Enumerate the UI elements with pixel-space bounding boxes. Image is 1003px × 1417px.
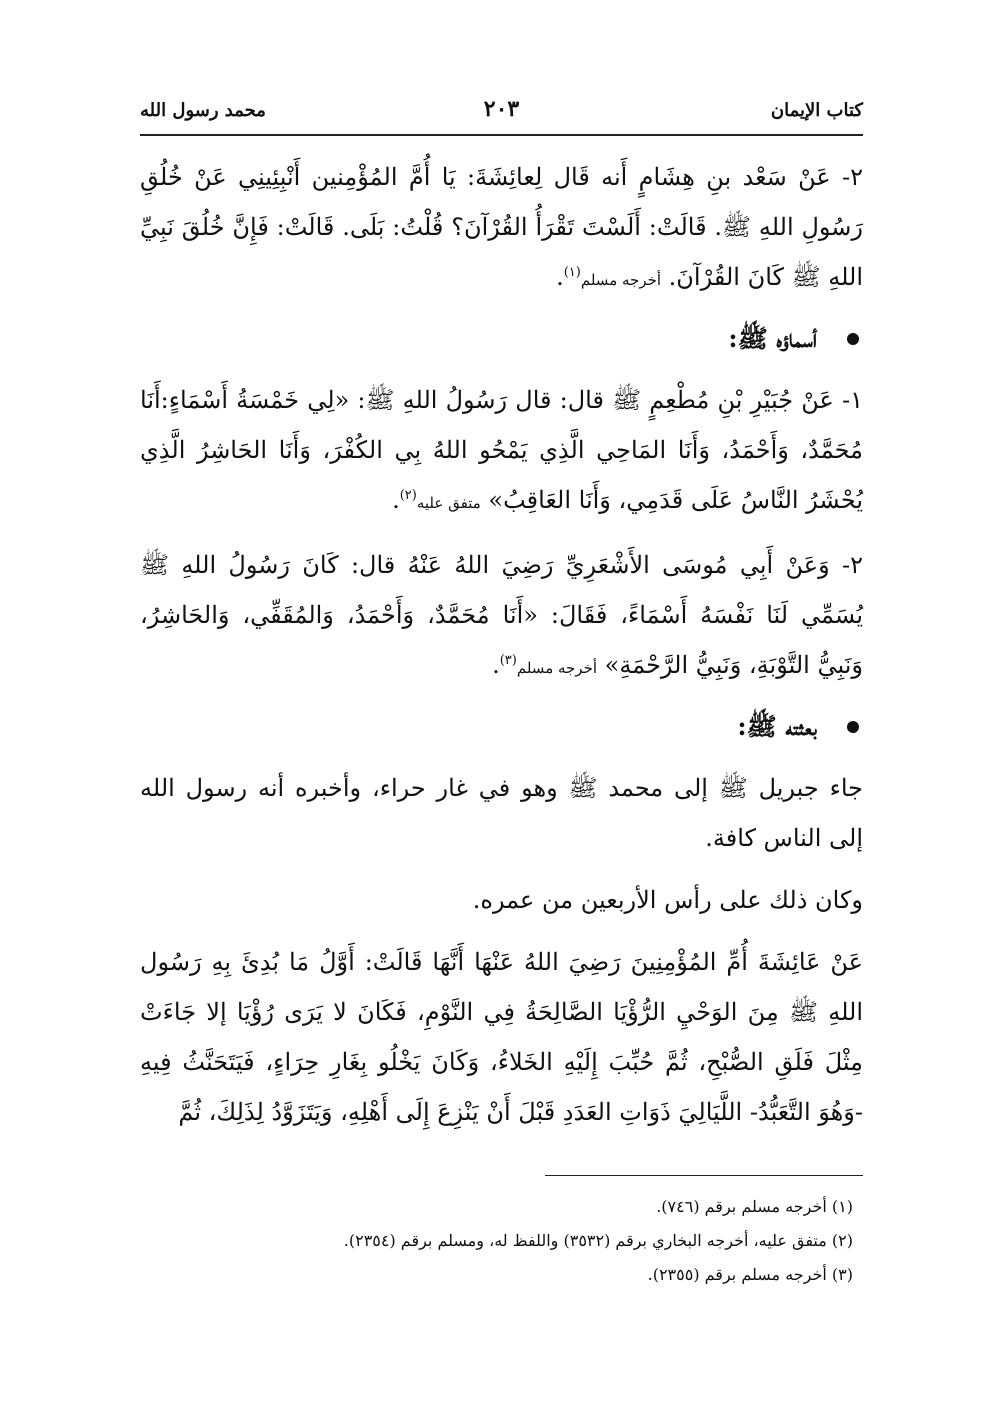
hadith-jubair: ١- عَنْ جُبَيْرِ بْنِ مُطْعِمٍ ﷺ قال: قال رَسُولُ اللهِ ﷺ: «لِي خَمْسَةُ أَسْمَاءٍ:أَنَا مُحَمَّدٌ، وَأَحْمَدُ، وَأَنَا المَاحِي الَّذِي يَمْحُو اللهُ بِي الكُفْرَ، وَأَنَا الحَاشِرُ الَّذِي يُحْشَرُ النَّاسُ عَلَى قَدَمِي، وَأَنَا العَاقِبُ» متفق عليه$^{(٢)}$. — [140, 386, 863, 514]
header-divider — [140, 134, 863, 136]
section-heading-mission — [140, 705, 863, 749]
footnote-ref: (٢) — [399, 488, 417, 503]
paragraph-age-forty: وكان ذلك على رأس الأربعين من عمره. — [472, 886, 863, 914]
paragraph-jibril: جاء جبريل ﷺ إلى محمد ﷺ وهو في غار حراء، وأخبره أنه رسول الله إلى الناس كافة. — [140, 774, 863, 852]
heading-text: أسماؤه ﷺ: — [728, 324, 817, 353]
footnote-3: (٣) أخرجه مسلم برقم (٢٣٥٥). — [647, 1265, 853, 1284]
hadith-text: ١- عَنْ جُبَيْرِ بْنِ مُطْعِمٍ ﷺ قال: قال رَسُولُ اللهِ ﷺ: «لِي خَمْسَةُ أَسْمَاءٍ:أَنَا مُحَمَّدٌ، وَأَحْمَدُ، وَأَنَا المَاحِي الَّذِي يَمْحُو اللهُ بِي الكُفْرَ، وَأَنَا الحَاشِرُ الَّذِي يُحْشَرُ النَّاسُ عَلَى قَدَمِي، وَأَنَا العَاقِبُ» — [140, 386, 863, 514]
hadith-text: ٢- وَعَنْ أَبِي مُوسَى الأَشْعَرِيِّ رَضِيَ اللهُ عَنْهُ قال: كَانَ رَسُولُ اللهِ ﷺ يُسَمِّي لَنَا نَفْسَهُ أَسْمَاءً، فَقَالَ: «أَنَا مُحَمَّدٌ، وَأَحْمَدُ، وَالمُقَفِّي، وَالحَاشِرُ، وَنَبِيُّ التَّوْبَةِ، وَنَبِيُّ الرَّحْمَةِ» — [140, 551, 863, 679]
footnote-divider — [545, 1175, 863, 1176]
bullet-icon — [847, 721, 859, 733]
hadith-aisha-character: ٢- عَنْ سَعْد بنِ هِشَامٍ أَنه قَال لِعائِشَةَ: يَا أُمَّ المُؤْمِنين أَنْبِئِينِي عَنْ خُلُقِ رَسُولِ اللهِ ﷺ. قَالَتْ: أَلَسْتَ تَقْرَأُ القُرْآنَ؟ قُلْتُ: بَلَى. قَالَتْ: فَإِنَّ خُلُقَ نَبِيِّ اللهِ ﷺ كَانَ القُرْآنَ. أخرجه مسلم$^{(١)}$. — [140, 163, 863, 291]
hadith-source: متفق عليه — [416, 494, 481, 512]
footnotes — [140, 1190, 853, 1292]
page-body — [140, 152, 863, 1149]
page-header — [140, 96, 863, 130]
footnote-ref: (١) — [563, 265, 581, 280]
section-title: محمد رسول الله — [140, 100, 266, 121]
hadith-source: أخرجه مسلم — [516, 659, 598, 677]
footnote-ref: (٣) — [499, 653, 517, 668]
hadith-abu-musa: ٢- وَعَنْ أَبِي مُوسَى الأَشْعَرِيِّ رَضِيَ اللهُ عَنْهُ قال: كَانَ رَسُولُ اللهِ ﷺ يُسَمِّي لَنَا نَفْسَهُ أَسْمَاءً، فَقَالَ: «أَنَا مُحَمَّدٌ، وَأَحْمَدُ، وَالمُقَفِّي، وَالحَاشِرُ، وَنَبِيُّ التَّوْبَةِ، وَنَبِيُّ الرَّحْمَةِ» أخرجه مسلم$^{(٣)}$. — [140, 551, 863, 679]
hadith-aisha-revelation: عَنْ عَائِشَةَ أُمِّ المُؤْمِنِينَ رَضِيَ اللهُ عَنْهَا أَنَّهَا قَالَتْ: أَوَّلُ مَا بُدِئَ بِهِ رَسُول اللهِ ﷺ مِنَ الوَحْيِ الرُّؤْيَا الصَّالِحَةُ فِي النَّوْمِ، فَكَانَ لا يَرَى رُؤْيَا إلا جَاءَتْ مِثْلَ فَلَقِ الصُّبْحِ، ثُمَّ حُبِّبَ إِلَيْهِ الخَلاءُ، وَكَانَ يَخْلُو بِغَارِ حِرَاءٍ، فَيَتَحَنَّثُ فِيهِ -وَهُوَ التَّعَبُّدُ- اللَّيَالِيَ ذَوَاتِ العَدَدِ قَبْلَ أَنْ يَنْزِعَ إِلَى أَهْلِهِ، وَيَتَزَوَّدُ لِذَلِكَ، ثُمَّ — [140, 948, 863, 1126]
page-number: ٢٠٣ — [483, 96, 520, 122]
footnote-1: (١) أخرجه مسلم برقم (٧٤٦). — [656, 1197, 853, 1216]
section-heading-names — [140, 317, 863, 361]
heading-text: بعثته ﷺ: — [737, 712, 817, 741]
book-title: كتاب الإيمان — [770, 100, 863, 121]
footnote-2: (٢) متفق عليه، أخرجه البخاري برقم (٣٥٣٢) واللفظ له، ومسلم برقم (٢٣٥٤). — [343, 1231, 853, 1250]
hadith-source: أخرجه مسلم — [580, 271, 662, 289]
hadith-text: ٢- عَنْ سَعْد بنِ هِشَامٍ أَنه قَال لِعائِشَةَ: يَا أُمَّ المُؤْمِنين أَنْبِئِينِي عَنْ خُلُقِ رَسُولِ اللهِ ﷺ. قَالَتْ: أَلَسْتَ تَقْرَأُ القُرْآنَ؟ قُلْتُ: بَلَى. قَالَتْ: فَإِنَّ خُلُقَ نَبِيِّ اللهِ ﷺ كَانَ القُرْآنَ. — [140, 163, 863, 291]
bullet-icon — [847, 333, 859, 345]
